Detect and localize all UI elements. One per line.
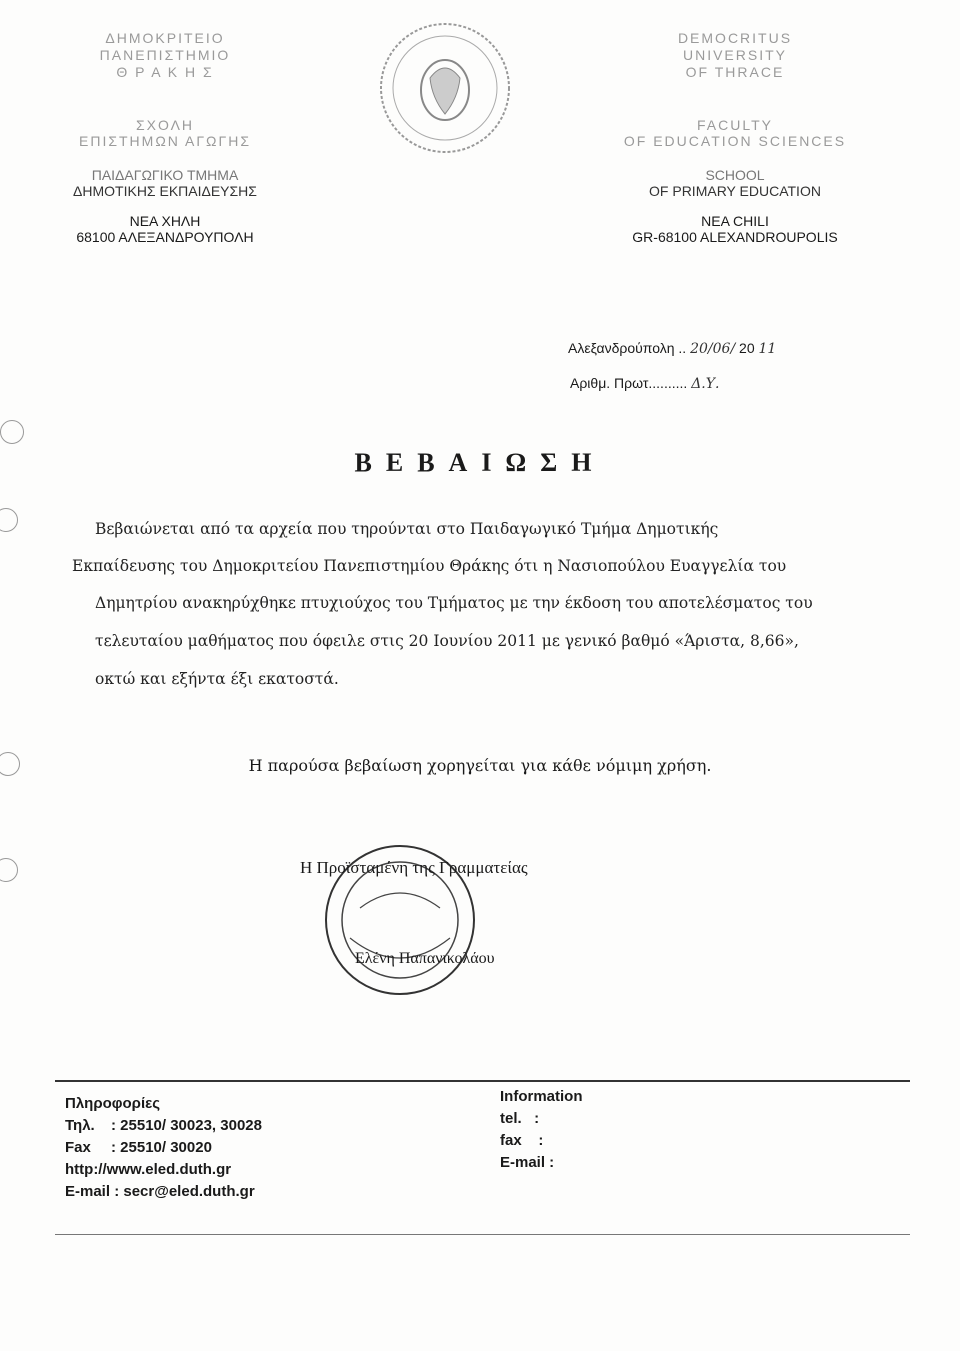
fax-value: : 25510/ 30020	[111, 1139, 212, 1156]
date-line	[568, 340, 776, 357]
university-seal-icon	[360, 18, 530, 158]
school-en-2: OF PRIMARY EDUCATION	[649, 183, 821, 199]
faculty-en-2: OF EDUCATION SCIENCES	[623, 133, 847, 149]
document-title: ΒΕΒΑΙΩΣΗ	[354, 448, 606, 477]
email-label-en: E-mail :	[500, 1154, 555, 1171]
region-gr: Θ Ρ Α Κ Η Σ	[116, 64, 214, 80]
region-en: OF THRACE	[685, 64, 785, 80]
university-name-en: DEMOCRITUS	[677, 30, 793, 46]
address-gr-2: 68100 ΑΛΕΞΑΝΔΡΟΥΠΟΛΗ	[76, 229, 254, 245]
footer-contacts-en	[500, 1086, 583, 1174]
footer-heading-gr: Πληροφορίες	[65, 1095, 161, 1112]
punch-hole-icon	[0, 508, 18, 532]
tel-label-en: tel. :	[500, 1110, 540, 1127]
address-en: NEA CHILI	[701, 213, 769, 229]
fax-label: Fax	[65, 1139, 91, 1156]
website-link[interactable]: http://www.eled.duth.gr	[65, 1161, 232, 1178]
protocol-dots: ..........	[648, 375, 688, 391]
body-line-3: Δημητρίου ανακηρύχθηκε πτυχιούχος του Τμήματος με την έκδοση του αποτελέσματος του	[95, 594, 813, 612]
school-gr: ΣΧΟΛΗ	[135, 117, 195, 133]
footer-heading-en: Information	[500, 1088, 583, 1105]
bottom-divider	[55, 1234, 910, 1235]
body-line-2: Εκπαίδευσης του Δημοκριτείου Πανεπιστημίου Θράκης ότι η Νασιοπούλου Ευαγγελία του	[72, 557, 787, 575]
date-dots: ..	[678, 340, 687, 356]
punch-hole-icon	[0, 858, 18, 882]
body-line-4: τελευταίου μαθήματος που όφειλε στις 20 Ιουνίου 2011 με γενικό βαθμό «Άριστα, 8,66»,	[95, 632, 799, 650]
validity-statement: Η παρούσα βεβαίωση χορηγείται για κάθε νόμιμη χρήση.	[248, 756, 712, 775]
school-en: SCHOOL	[705, 167, 765, 183]
footer-contacts-gr	[65, 1093, 262, 1203]
phone-label: Τηλ.	[65, 1117, 95, 1134]
date-handwritten: 20/06/	[690, 341, 736, 357]
email-label: E-mail	[65, 1183, 111, 1200]
protocol-label: Αριθμ. Πρωτ	[570, 375, 649, 391]
header-left	[40, 30, 290, 245]
signature-role: Η Προϊσταμένη της Γραμματείας	[300, 858, 528, 877]
footer-divider	[55, 1080, 910, 1082]
school-gr-2: ΕΠΙΣΤΗΜΩΝ ΑΓΩΓΗΣ	[79, 133, 251, 149]
date-year-handwritten: 11	[758, 341, 777, 357]
faculty-en: FACULTY	[697, 117, 773, 133]
dept-gr: ΠΑΙΔΑΓΩΓΙΚΟ ΤΜΗΜΑ	[91, 167, 239, 183]
signature-name: Ελένη Παπανικολάου	[355, 950, 495, 967]
body-line-5: οκτώ και εξήντα έξι εκατοστά.	[95, 670, 339, 688]
body-line-1: Βεβαιώνεται από τα αρχεία που τηρούνται στο Παιδαγωγικό Τμήμα Δημοτικής	[95, 520, 719, 538]
university-name-gr-2: ΠΑΝΕΠΙΣΤΗΜΙΟ	[99, 47, 231, 63]
date-label: Αλεξανδρούπολη	[568, 340, 675, 356]
fax-label-en: fax :	[500, 1132, 544, 1149]
phone-value: : 25510/ 30023, 30028	[111, 1117, 262, 1134]
header-right	[600, 30, 870, 245]
address-gr: ΝΕΑ ΧΗΛΗ	[129, 213, 201, 229]
protocol-line	[570, 375, 719, 392]
email-value[interactable]: : secr@eled.duth.gr	[114, 1183, 255, 1200]
protocol-handwritten: Δ.Υ.	[691, 376, 720, 392]
university-name-gr: ΔΗΜΟΚΡΙΤΕΙΟ	[105, 30, 225, 46]
address-en-2: GR-68100 ALEXANDROUPOLIS	[632, 229, 838, 245]
dept-gr-2: ΔΗΜΟΤΙΚΗΣ ΕΚΠΑΙΔΕΥΣΗΣ	[73, 183, 257, 199]
punch-hole-icon	[0, 420, 24, 444]
date-year: 20	[739, 340, 755, 356]
university-name-en-2: UNIVERSITY	[682, 47, 787, 63]
